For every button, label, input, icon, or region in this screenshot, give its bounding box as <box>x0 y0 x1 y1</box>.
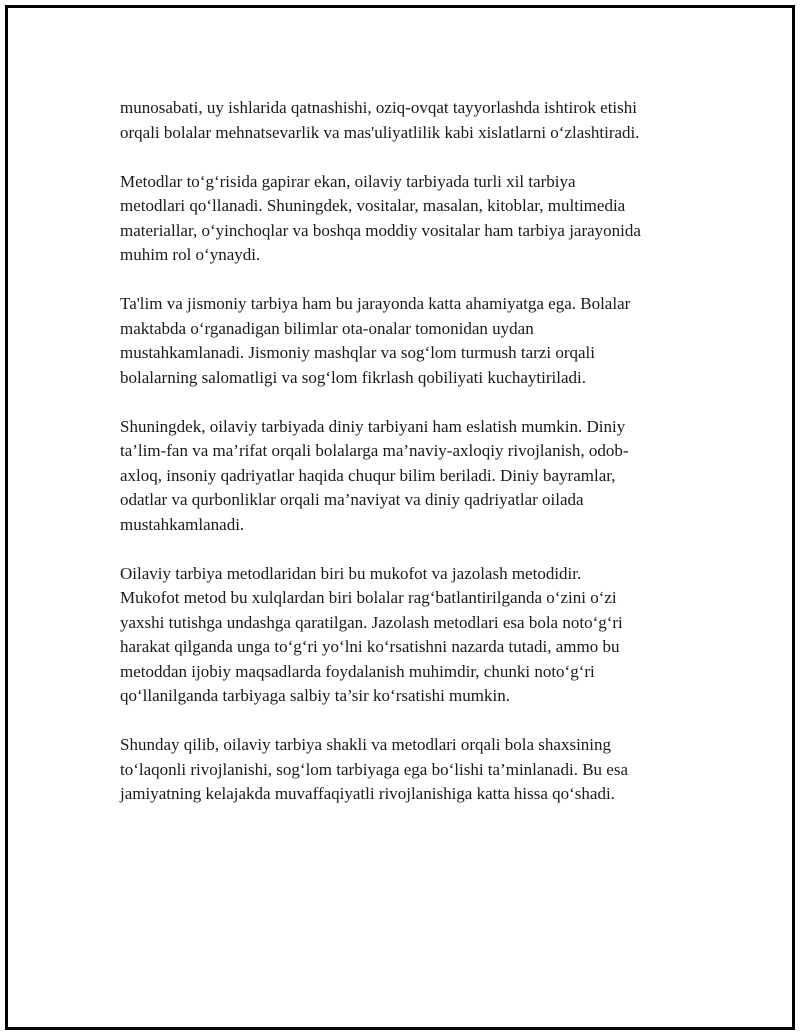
paragraph-4: Shuningdek, oilaviy tarbiyada diniy tarbiyani ham eslatish mumkin. Diniy ta’lim-fan va ma’rifat orqali bolalarga ma’naviy-axloqiy rivojlanish, odob- axloq, insoniy qadriyatlar haqida chuqur bilim beriladi. Diniy bayramlar, odatlar va qurbonliklar orqali ma’naviyat va diniy qadriyatlar oilada mustahkamlanadi. <box>120 416 629 534</box>
paragraph-1: munosabati, uy ishlarida qatnashishi, oziq-ovqat tayyorlashda ishtirok etishi orqali bolalar mehnatsevarlik va mas'uliyatlilik kabi xislatlarni o‘zlashtiradi. <box>120 98 640 142</box>
paragraph-3: Ta'lim va jismoniy tarbiya ham bu jarayonda katta ahamiyatga ega. Bolalar maktabda o‘rganadigan bilimlar ota-onalar tomonidan uydan mustahkamlanadi. Jismoniy mashqlar va sog‘lom turmush tarzi orqali bolalarning salomatligi va sog‘lom fikrlash qobiliyati kuchaytiriladi. <box>120 294 631 387</box>
paragraph-2: Metodlar to‘g‘risida gapirar ekan, oilaviy tarbiyada turli xil tarbiya metodlari qo‘llanadi. Shuningdek, vositalar, masalan, kitoblar, multimedia materiallar, o‘yinchoqlar va boshqa moddiy vositalar ham tarbiya jarayonida muhim rol o‘ynaydi. <box>120 171 641 264</box>
paragraph-5: Oilaviy tarbiya metodlaridan biri bu mukofot va jazolash metodidir. Mukofot metod bu xulqlardan biri bolalar rag‘batlantirilganda o‘zini o‘zi yaxshi tutishga undashga qaratilgan. Jazolash metodlari esa bola noto‘g‘ri harakat qilganda unga to‘g‘ri yo‘lni ko‘rsatishni nazarda tutadi, ammo bu metoddan ijobiy maqsadlarda foydalanish muhimdir, chunki noto‘g‘ri qo‘llanilganda tarbiyaga salbiy ta’sir ko‘rsatishi mumkin. <box>120 563 623 705</box>
paragraph-6: Shunday qilib, oilaviy tarbiya shakli va metodlari orqali bola shaxsining to‘laqonli rivojlanishi, sog‘lom tarbiyaga ega bo‘lishi ta’minlanadi. Bu esa jamiyatning kelajakda muvaffaqiyatli rivojlanishiga katta hissa qo‘shadi. <box>120 735 628 803</box>
document-page <box>5 5 795 1030</box>
document-body <box>120 96 700 831</box>
